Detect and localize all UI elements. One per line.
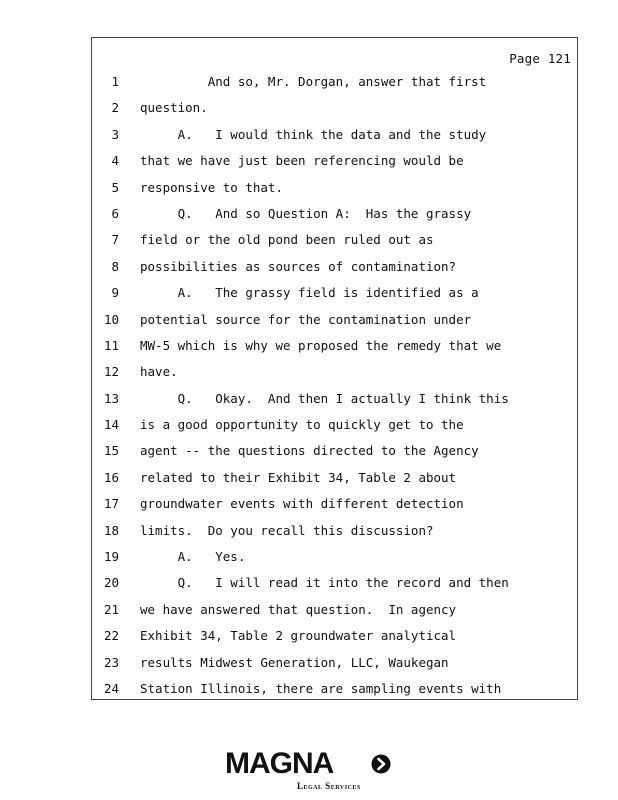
line-text: that we have just been referencing would be <box>140 153 464 169</box>
line-number: 2 <box>111 100 119 116</box>
line-text: MW-5 which is why we proposed the remedy that we <box>140 337 502 353</box>
line-text: question. <box>140 100 208 116</box>
line-number: 5 <box>111 179 119 195</box>
line-text: potential source for the contamination under <box>140 311 472 327</box>
line-number: 16 <box>103 469 119 485</box>
line-number: 8 <box>111 258 119 274</box>
line-number: 4 <box>111 153 119 169</box>
transcript-line <box>92 391 577 417</box>
line-text: Station Illinois, there are sampling events with <box>140 680 502 696</box>
line-number: 14 <box>103 417 119 433</box>
transcript-line <box>92 180 577 206</box>
transcript-line <box>92 602 577 628</box>
line-number: 19 <box>103 549 119 565</box>
page-number: Page 121 <box>509 51 571 66</box>
line-text: A. Yes. <box>140 549 246 565</box>
line-number: 10 <box>103 311 119 327</box>
transcript-lines <box>92 74 577 707</box>
line-text: responsive to that. <box>140 179 283 195</box>
transcript-line <box>92 549 577 575</box>
line-number: 20 <box>103 575 119 591</box>
transcript-line <box>92 232 577 258</box>
line-text: we have answered that question. In agency <box>140 601 457 617</box>
line-number: 1 <box>111 74 119 89</box>
logo-tagline: Legal Services <box>297 781 361 791</box>
transcript-line <box>92 628 577 654</box>
line-number: 11 <box>103 337 119 353</box>
line-number: 3 <box>111 126 119 142</box>
line-text: Q. And so Question A: Has the grassy <box>140 205 472 221</box>
line-number: 23 <box>103 654 119 670</box>
line-text: agent -- the questions directed to the Agency <box>140 443 479 459</box>
line-number: 18 <box>103 522 119 538</box>
line-number: 24 <box>103 680 119 696</box>
line-text: And so, Mr. Dorgan, answer that first <box>140 74 487 89</box>
transcript-line <box>92 443 577 469</box>
line-number: 21 <box>103 601 119 617</box>
line-text: is a good opportunity to quickly get to the <box>140 417 464 433</box>
arrow-circle-icon <box>371 754 391 774</box>
transcript-line <box>92 153 577 179</box>
line-text: related to their Exhibit 34, Table 2 about <box>140 469 457 485</box>
transcript-line <box>92 259 577 285</box>
transcript-page <box>91 37 578 700</box>
line-text: field or the old pond been ruled out as <box>140 232 434 248</box>
line-number: 6 <box>111 205 119 221</box>
line-number: 12 <box>103 364 119 380</box>
transcript-line <box>92 312 577 338</box>
line-text: limits. Do you recall this discussion? <box>140 522 434 538</box>
line-text: groundwater events with different detection <box>140 496 464 512</box>
transcript-line <box>92 655 577 681</box>
line-text: have. <box>140 364 178 380</box>
transcript-line <box>92 74 577 100</box>
transcript-line <box>92 470 577 496</box>
line-text: possibilities as sources of contamination? <box>140 258 457 274</box>
transcript-line <box>92 338 577 364</box>
transcript-line <box>92 523 577 549</box>
transcript-line <box>92 417 577 443</box>
line-number: 13 <box>103 390 119 406</box>
line-text: Exhibit 34, Table 2 groundwater analytical <box>140 628 457 644</box>
transcript-line <box>92 100 577 126</box>
magna-logo <box>225 748 395 793</box>
transcript-line <box>92 364 577 390</box>
line-number: 15 <box>103 443 119 459</box>
transcript-line <box>92 681 577 707</box>
line-number: 17 <box>103 496 119 512</box>
line-number: 9 <box>111 285 119 301</box>
line-text: Q. Okay. And then I actually I think this <box>140 390 509 406</box>
line-text: Q. I will read it into the record and then <box>140 575 509 591</box>
transcript-line <box>92 575 577 601</box>
line-text: A. I would think the data and the study <box>140 126 487 142</box>
transcript-line <box>92 496 577 522</box>
line-number: 22 <box>103 628 119 644</box>
logo-wordmark: MAGNA <box>225 747 334 780</box>
transcript-line <box>92 285 577 311</box>
line-number: 7 <box>111 232 119 248</box>
line-text: results Midwest Generation, LLC, Waukegan <box>140 654 449 670</box>
transcript-line <box>92 127 577 153</box>
transcript-line <box>92 206 577 232</box>
line-text: A. The grassy field is identified as a <box>140 285 479 301</box>
